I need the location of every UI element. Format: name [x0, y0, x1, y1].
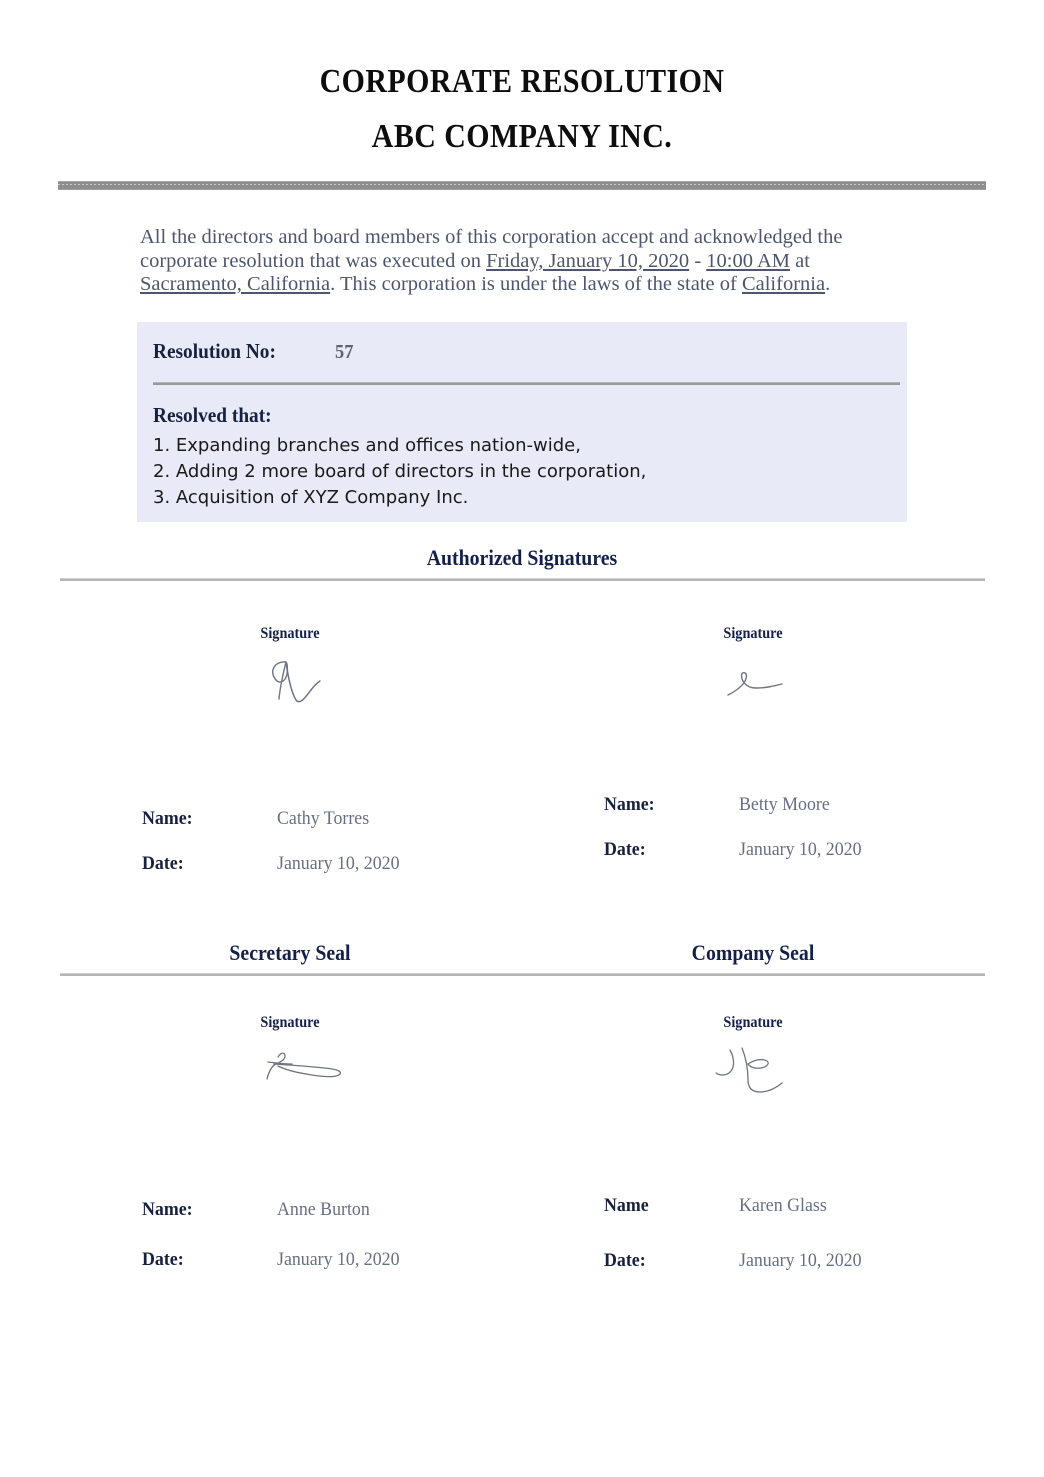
signature-label-3: Signature	[260, 1014, 320, 1031]
resolution-item: 2. Adding 2 more board of directors in the corporation,	[153, 461, 647, 482]
resolution-item: 1. Expanding branches and offices nation-wide,	[153, 435, 581, 456]
date-value-1: January 10, 2020	[277, 853, 400, 874]
execution-time-value: 10:00 AM	[706, 249, 790, 272]
date-label-2: Date:	[604, 839, 646, 860]
resolution-items-list	[153, 433, 646, 511]
date-value-4: January 10, 2020	[739, 1250, 862, 1271]
date-label-1: Date:	[142, 853, 184, 874]
date-label-4: Date:	[604, 1250, 646, 1271]
execution-date-value: Friday, January 10, 2020	[486, 249, 690, 272]
authorized-signatures-divider	[60, 578, 985, 581]
signature-mark-4	[712, 1042, 792, 1105]
date-label-3: Date:	[142, 1249, 184, 1270]
document-title-line2: ABC COMPANY INC.	[371, 118, 673, 155]
header-divider	[58, 181, 986, 190]
execution-place-value: Sacramento, California	[140, 273, 331, 295]
intro-text-part3: . This corporation is under the laws of the state of	[330, 273, 742, 295]
resolution-box	[137, 322, 907, 522]
intro-text-part4: .	[825, 273, 831, 295]
document-title-line1: CORPORATE RESOLUTION	[319, 63, 725, 100]
name-value-4: Karen Glass	[739, 1195, 827, 1216]
company-seal-heading: Company Seal	[691, 940, 815, 965]
name-label-2: Name:	[604, 794, 655, 815]
signature-label-4: Signature	[723, 1014, 783, 1031]
name-label-4: Name	[604, 1195, 649, 1216]
signature-mark-2	[722, 668, 788, 709]
name-value-1: Cathy Torres	[277, 808, 370, 829]
resolved-that-label: Resolved that:	[153, 403, 272, 427]
seals-divider	[60, 973, 985, 976]
name-label-3: Name:	[142, 1199, 193, 1220]
signature-label-1: Signature	[260, 625, 320, 642]
secretary-seal-heading: Secretary Seal	[229, 940, 351, 965]
date-value-3: January 10, 2020	[277, 1249, 400, 1270]
resolution-number-label: Resolution No:	[153, 339, 276, 363]
name-value-3: Anne Burton	[277, 1199, 370, 1220]
resolution-number-row	[153, 339, 355, 364]
signature-mark-3	[262, 1043, 350, 1094]
state-value: California	[741, 273, 826, 295]
name-value-2: Betty Moore	[739, 794, 830, 815]
resolution-box-divider	[153, 382, 900, 385]
name-label-1: Name:	[142, 808, 193, 829]
resolution-item: 3. Acquisition of XYZ Company Inc.	[153, 487, 469, 508]
intro-paragraph	[140, 226, 888, 297]
date-value-2: January 10, 2020	[739, 839, 862, 860]
signature-label-2: Signature	[723, 625, 783, 642]
intro-text-part2: at	[790, 249, 810, 272]
intro-separator: -	[689, 249, 707, 272]
intro-text-part1: All the directors and board members of this corporation accept and acknowledged the corporate resolution that was executed on	[140, 226, 843, 272]
signature-mark-1	[258, 652, 328, 719]
resolution-number-value: 57	[334, 341, 353, 363]
authorized-signatures-heading: Authorized Signatures	[426, 545, 618, 570]
